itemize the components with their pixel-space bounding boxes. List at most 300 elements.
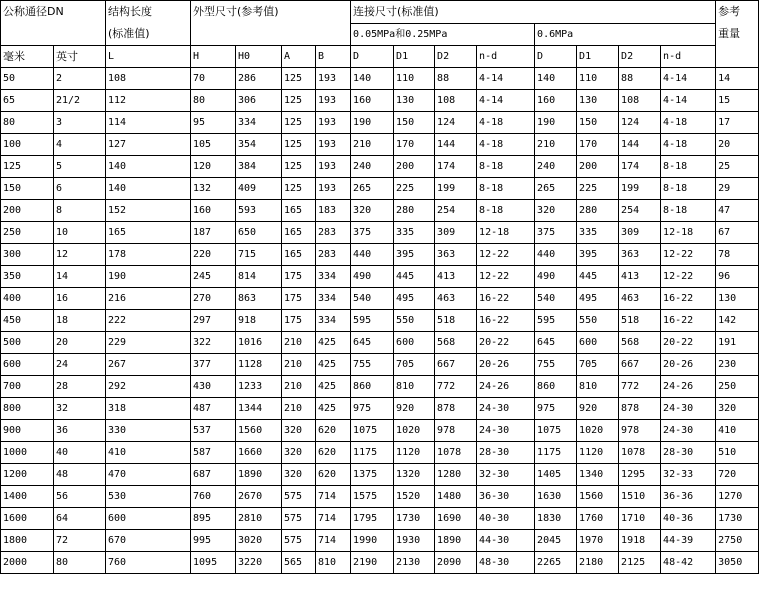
table-cell: 16-22 xyxy=(661,310,716,332)
table-cell: 920 xyxy=(577,398,619,420)
table-cell: 705 xyxy=(394,354,435,376)
table-cell: 178 xyxy=(106,244,191,266)
table-cell: 165 xyxy=(106,222,191,244)
header-col-h: H xyxy=(191,46,236,68)
table-cell: 125 xyxy=(282,156,316,178)
table-cell: 8-18 xyxy=(661,156,716,178)
table-cell: 191 xyxy=(716,332,759,354)
table-cell: 1233 xyxy=(236,376,282,398)
table-cell: 1600 xyxy=(1,508,54,530)
table-cell: 170 xyxy=(394,134,435,156)
table-cell: 1970 xyxy=(577,530,619,552)
table-cell: 56 xyxy=(54,486,106,508)
table-cell: 67 xyxy=(716,222,759,244)
table-cell: 20 xyxy=(716,134,759,156)
table-cell: 463 xyxy=(435,288,477,310)
table-cell: 705 xyxy=(577,354,619,376)
table-cell: 193 xyxy=(316,112,351,134)
table-cell: 225 xyxy=(577,178,619,200)
table-cell: 1560 xyxy=(236,420,282,442)
table-cell: 3220 xyxy=(236,552,282,574)
table-cell: 445 xyxy=(394,266,435,288)
table-cell: 48-30 xyxy=(477,552,535,574)
table-cell: 200 xyxy=(1,200,54,222)
table-cell: 375 xyxy=(535,222,577,244)
table-cell: 2130 xyxy=(394,552,435,574)
header-col-b: B xyxy=(316,46,351,68)
table-cell: 1280 xyxy=(435,464,477,486)
table-cell: 44-30 xyxy=(477,530,535,552)
table-cell: 409 xyxy=(236,178,282,200)
table-cell: 350 xyxy=(1,266,54,288)
table-cell: 174 xyxy=(619,156,661,178)
table-cell: 620 xyxy=(316,420,351,442)
table-cell: 300 xyxy=(1,244,54,266)
table-cell: 2045 xyxy=(535,530,577,552)
table-cell: 595 xyxy=(351,310,394,332)
table-cell: 645 xyxy=(535,332,577,354)
table-cell: 170 xyxy=(577,134,619,156)
table-cell: 1020 xyxy=(577,420,619,442)
table-cell: 125 xyxy=(1,156,54,178)
table-cell: 377 xyxy=(191,354,236,376)
table-cell: 1405 xyxy=(535,464,577,486)
table-cell: 440 xyxy=(351,244,394,266)
table-cell: 1016 xyxy=(236,332,282,354)
table-cell: 1340 xyxy=(577,464,619,486)
table-cell: 575 xyxy=(282,486,316,508)
table-cell: 88 xyxy=(435,68,477,90)
table-cell: 95 xyxy=(191,112,236,134)
table-row xyxy=(1,310,759,332)
table-cell: 108 xyxy=(106,68,191,90)
table-cell: 190 xyxy=(535,112,577,134)
table-cell: 16-22 xyxy=(477,288,535,310)
table-cell: 413 xyxy=(619,266,661,288)
table-cell: 16-22 xyxy=(477,310,535,332)
table-cell: 40 xyxy=(54,442,106,464)
table-cell: 334 xyxy=(316,310,351,332)
table-cell: 100 xyxy=(1,134,54,156)
table-row xyxy=(1,134,759,156)
table-cell: 36 xyxy=(54,420,106,442)
table-cell: 124 xyxy=(619,112,661,134)
table-cell: 193 xyxy=(316,156,351,178)
table-cell: 199 xyxy=(435,178,477,200)
table-cell: 12-18 xyxy=(477,222,535,244)
table-row xyxy=(1,178,759,200)
table-cell: 3 xyxy=(54,112,106,134)
table-cell: 12-22 xyxy=(477,266,535,288)
table-cell: 40-30 xyxy=(477,508,535,530)
table-cell: 250 xyxy=(716,376,759,398)
table-cell: 975 xyxy=(535,398,577,420)
table-cell: 445 xyxy=(577,266,619,288)
table-cell: 4 xyxy=(54,134,106,156)
table-cell: 24 xyxy=(54,354,106,376)
table-cell: 1120 xyxy=(577,442,619,464)
table-cell: 450 xyxy=(1,310,54,332)
table-cell: 720 xyxy=(716,464,759,486)
table-cell: 8 xyxy=(54,200,106,222)
header-ref-weight-line2: 重量 xyxy=(718,27,741,40)
table-cell: 810 xyxy=(577,376,619,398)
table-cell: 575 xyxy=(282,508,316,530)
table-cell: 995 xyxy=(191,530,236,552)
table-cell: 318 xyxy=(106,398,191,420)
table-cell: 183 xyxy=(316,200,351,222)
table-cell: 334 xyxy=(236,112,282,134)
table-cell: 400 xyxy=(1,288,54,310)
table-cell: 667 xyxy=(435,354,477,376)
header-structure-length xyxy=(106,1,191,46)
table-cell: 975 xyxy=(351,398,394,420)
table-cell: 1520 xyxy=(394,486,435,508)
table-cell: 1400 xyxy=(1,486,54,508)
table-cell: 1510 xyxy=(619,486,661,508)
table-cell: 568 xyxy=(619,332,661,354)
table-row xyxy=(1,90,759,112)
table-row xyxy=(1,266,759,288)
table-cell: 280 xyxy=(394,200,435,222)
table-cell: 165 xyxy=(282,244,316,266)
table-cell: 36-30 xyxy=(477,486,535,508)
table-cell: 1660 xyxy=(236,442,282,464)
table-cell: 425 xyxy=(316,376,351,398)
table-cell: 670 xyxy=(106,530,191,552)
table-cell: 550 xyxy=(577,310,619,332)
table-cell: 140 xyxy=(535,68,577,90)
table-cell: 4-18 xyxy=(661,134,716,156)
header-col-nd-high: n-d xyxy=(661,46,716,68)
table-cell: 88 xyxy=(619,68,661,90)
table-cell: 210 xyxy=(282,354,316,376)
table-cell: 1480 xyxy=(435,486,477,508)
table-cell: 860 xyxy=(535,376,577,398)
table-cell: 14 xyxy=(54,266,106,288)
table-cell: 283 xyxy=(316,222,351,244)
table-cell: 210 xyxy=(282,376,316,398)
table-cell: 495 xyxy=(577,288,619,310)
table-cell: 335 xyxy=(577,222,619,244)
table-cell: 687 xyxy=(191,464,236,486)
table-cell: 193 xyxy=(316,68,351,90)
table-cell: 322 xyxy=(191,332,236,354)
table-cell: 108 xyxy=(619,90,661,112)
table-cell: 140 xyxy=(351,68,394,90)
table-cell: 110 xyxy=(394,68,435,90)
table-cell: 755 xyxy=(351,354,394,376)
table-cell: 1320 xyxy=(394,464,435,486)
header-col-h0: H0 xyxy=(236,46,282,68)
table-cell: 130 xyxy=(716,288,759,310)
table-cell: 320 xyxy=(282,442,316,464)
table-cell: 254 xyxy=(619,200,661,222)
table-cell: 160 xyxy=(191,200,236,222)
table-cell: 4-18 xyxy=(477,134,535,156)
table-cell: 518 xyxy=(435,310,477,332)
table-cell: 309 xyxy=(435,222,477,244)
table-cell: 1730 xyxy=(394,508,435,530)
table-cell: 620 xyxy=(316,442,351,464)
table-cell: 363 xyxy=(619,244,661,266)
table-cell: 600 xyxy=(394,332,435,354)
table-cell: 80 xyxy=(191,90,236,112)
table-cell: 245 xyxy=(191,266,236,288)
table-cell: 286 xyxy=(236,68,282,90)
table-cell: 320 xyxy=(282,420,316,442)
table-cell: 354 xyxy=(236,134,282,156)
header-col-nd-low: n-d xyxy=(477,46,535,68)
table-cell: 810 xyxy=(394,376,435,398)
table-cell: 14 xyxy=(716,68,759,90)
table-cell: 920 xyxy=(394,398,435,420)
header-col-d2-low: D2 xyxy=(435,46,477,68)
header-row-3 xyxy=(1,46,759,68)
table-cell: 1075 xyxy=(535,420,577,442)
header-col-a: A xyxy=(282,46,316,68)
header-col-d-high: D xyxy=(535,46,577,68)
table-cell: 114 xyxy=(106,112,191,134)
header-connection-dims: 连接尺寸(标准值) xyxy=(351,1,716,24)
table-cell: 645 xyxy=(351,332,394,354)
table-cell: 568 xyxy=(435,332,477,354)
table-cell: 1020 xyxy=(394,420,435,442)
table-row xyxy=(1,222,759,244)
table-cell: 800 xyxy=(1,398,54,420)
table-cell: 32-33 xyxy=(661,464,716,486)
table-cell: 165 xyxy=(282,200,316,222)
table-cell: 150 xyxy=(577,112,619,134)
table-cell: 1930 xyxy=(394,530,435,552)
table-row xyxy=(1,420,759,442)
table-cell: 140 xyxy=(106,156,191,178)
table-cell: 772 xyxy=(435,376,477,398)
table-cell: 216 xyxy=(106,288,191,310)
table-cell: 270 xyxy=(191,288,236,310)
table-cell: 650 xyxy=(236,222,282,244)
table-row xyxy=(1,112,759,134)
table-cell: 120 xyxy=(191,156,236,178)
table-cell: 105 xyxy=(191,134,236,156)
table-cell: 320 xyxy=(716,398,759,420)
table-cell: 225 xyxy=(394,178,435,200)
table-cell: 667 xyxy=(619,354,661,376)
table-cell: 108 xyxy=(435,90,477,112)
table-cell: 487 xyxy=(191,398,236,420)
table-cell: 1120 xyxy=(394,442,435,464)
header-col-d-low: D xyxy=(351,46,394,68)
table-cell: 1918 xyxy=(619,530,661,552)
table-cell: 16 xyxy=(54,288,106,310)
table-cell: 714 xyxy=(316,486,351,508)
header-pressure-high: 0.6MPa xyxy=(535,23,716,46)
table-cell: 32 xyxy=(54,398,106,420)
table-cell: 863 xyxy=(236,288,282,310)
table-cell: 425 xyxy=(316,354,351,376)
table-cell: 112 xyxy=(106,90,191,112)
table-row xyxy=(1,530,759,552)
table-cell: 24-30 xyxy=(661,420,716,442)
table-cell: 1175 xyxy=(535,442,577,464)
table-cell: 1690 xyxy=(435,508,477,530)
table-cell: 900 xyxy=(1,420,54,442)
table-row xyxy=(1,398,759,420)
header-col-inch: 英寸 xyxy=(54,46,106,68)
table-row xyxy=(1,156,759,178)
table-cell: 2190 xyxy=(351,552,394,574)
table-cell: 65 xyxy=(1,90,54,112)
table-cell: 440 xyxy=(535,244,577,266)
table-cell: 1344 xyxy=(236,398,282,420)
table-cell: 20 xyxy=(54,332,106,354)
table-cell: 2180 xyxy=(577,552,619,574)
header-col-l: L xyxy=(106,46,191,68)
table-cell: 152 xyxy=(106,200,191,222)
table-cell: 2265 xyxy=(535,552,577,574)
table-cell: 550 xyxy=(394,310,435,332)
table-cell: 12-18 xyxy=(661,222,716,244)
table-cell: 240 xyxy=(535,156,577,178)
table-cell: 25 xyxy=(716,156,759,178)
table-cell: 1795 xyxy=(351,508,394,530)
table-cell: 21/2 xyxy=(54,90,106,112)
table-cell: 199 xyxy=(619,178,661,200)
table-cell: 1075 xyxy=(351,420,394,442)
table-cell: 125 xyxy=(282,178,316,200)
table-cell: 210 xyxy=(282,332,316,354)
table-cell: 96 xyxy=(716,266,759,288)
table-cell: 250 xyxy=(1,222,54,244)
table-row xyxy=(1,464,759,486)
table-cell: 2670 xyxy=(236,486,282,508)
table-cell: 2090 xyxy=(435,552,477,574)
table-cell: 144 xyxy=(619,134,661,156)
table-cell: 12 xyxy=(54,244,106,266)
header-structure-length-sub: (标准值) xyxy=(108,27,150,40)
table-cell: 28-30 xyxy=(477,442,535,464)
table-cell: 495 xyxy=(394,288,435,310)
table-cell: 24-26 xyxy=(477,376,535,398)
table-cell: 254 xyxy=(435,200,477,222)
table-cell: 187 xyxy=(191,222,236,244)
table-cell: 320 xyxy=(351,200,394,222)
table-cell: 4-14 xyxy=(661,90,716,112)
table-cell: 78 xyxy=(716,244,759,266)
table-cell: 3020 xyxy=(236,530,282,552)
table-cell: 1800 xyxy=(1,530,54,552)
table-cell: 410 xyxy=(106,442,191,464)
table-cell: 4-14 xyxy=(477,90,535,112)
table-cell: 1890 xyxy=(236,464,282,486)
table-cell: 334 xyxy=(316,288,351,310)
table-cell: 490 xyxy=(535,266,577,288)
header-col-d1-low: D1 xyxy=(394,46,435,68)
table-cell: 130 xyxy=(394,90,435,112)
table-cell: 4-18 xyxy=(477,112,535,134)
table-cell: 8-18 xyxy=(661,200,716,222)
table-body xyxy=(1,1,759,574)
table-cell: 320 xyxy=(282,464,316,486)
table-cell: 384 xyxy=(236,156,282,178)
table-cell: 600 xyxy=(106,508,191,530)
table-row xyxy=(1,376,759,398)
table-cell: 330 xyxy=(106,420,191,442)
table-cell: 510 xyxy=(716,442,759,464)
table-cell: 1575 xyxy=(351,486,394,508)
table-cell: 125 xyxy=(282,90,316,112)
table-cell: 110 xyxy=(577,68,619,90)
table-cell: 220 xyxy=(191,244,236,266)
table-cell: 150 xyxy=(1,178,54,200)
table-cell: 2000 xyxy=(1,552,54,574)
table-cell: 125 xyxy=(282,134,316,156)
header-pressure-low: 0.05MPa和0.25MPa xyxy=(351,23,535,46)
table-cell: 267 xyxy=(106,354,191,376)
table-cell: 600 xyxy=(577,332,619,354)
table-cell: 470 xyxy=(106,464,191,486)
table-cell: 28-30 xyxy=(661,442,716,464)
table-cell: 175 xyxy=(282,266,316,288)
table-cell: 1295 xyxy=(619,464,661,486)
table-cell: 24-26 xyxy=(661,376,716,398)
table-cell: 8-18 xyxy=(477,200,535,222)
header-col-d1-high: D1 xyxy=(577,46,619,68)
table-cell: 1128 xyxy=(236,354,282,376)
table-cell: 24-30 xyxy=(477,398,535,420)
table-cell: 210 xyxy=(351,134,394,156)
table-cell: 15 xyxy=(716,90,759,112)
table-cell: 620 xyxy=(316,464,351,486)
table-cell: 878 xyxy=(619,398,661,420)
table-cell: 36-36 xyxy=(661,486,716,508)
table-cell: 222 xyxy=(106,310,191,332)
table-cell: 895 xyxy=(191,508,236,530)
table-cell: 1095 xyxy=(191,552,236,574)
table-row xyxy=(1,68,759,90)
table-cell: 395 xyxy=(394,244,435,266)
table-cell: 127 xyxy=(106,134,191,156)
table-cell: 297 xyxy=(191,310,236,332)
table-cell: 16-22 xyxy=(661,288,716,310)
table-cell: 32-30 xyxy=(477,464,535,486)
table-cell: 5 xyxy=(54,156,106,178)
table-cell: 175 xyxy=(282,288,316,310)
table-cell: 1890 xyxy=(435,530,477,552)
table-cell: 1630 xyxy=(535,486,577,508)
table-cell: 700 xyxy=(1,376,54,398)
table-cell: 1990 xyxy=(351,530,394,552)
table-cell: 978 xyxy=(619,420,661,442)
table-cell: 814 xyxy=(236,266,282,288)
table-row xyxy=(1,442,759,464)
table-cell: 193 xyxy=(316,134,351,156)
table-cell: 283 xyxy=(316,244,351,266)
header-outline-dims: 外型尺寸(参考值) xyxy=(191,1,351,46)
table-cell: 190 xyxy=(106,266,191,288)
table-cell: 320 xyxy=(535,200,577,222)
table-cell: 1560 xyxy=(577,486,619,508)
table-cell: 70 xyxy=(191,68,236,90)
table-cell: 144 xyxy=(435,134,477,156)
table-cell: 280 xyxy=(577,200,619,222)
table-cell: 306 xyxy=(236,90,282,112)
table-cell: 28 xyxy=(54,376,106,398)
header-col-mm: 毫米 xyxy=(1,46,54,68)
table-cell: 334 xyxy=(316,266,351,288)
table-cell: 395 xyxy=(577,244,619,266)
table-cell: 600 xyxy=(1,354,54,376)
